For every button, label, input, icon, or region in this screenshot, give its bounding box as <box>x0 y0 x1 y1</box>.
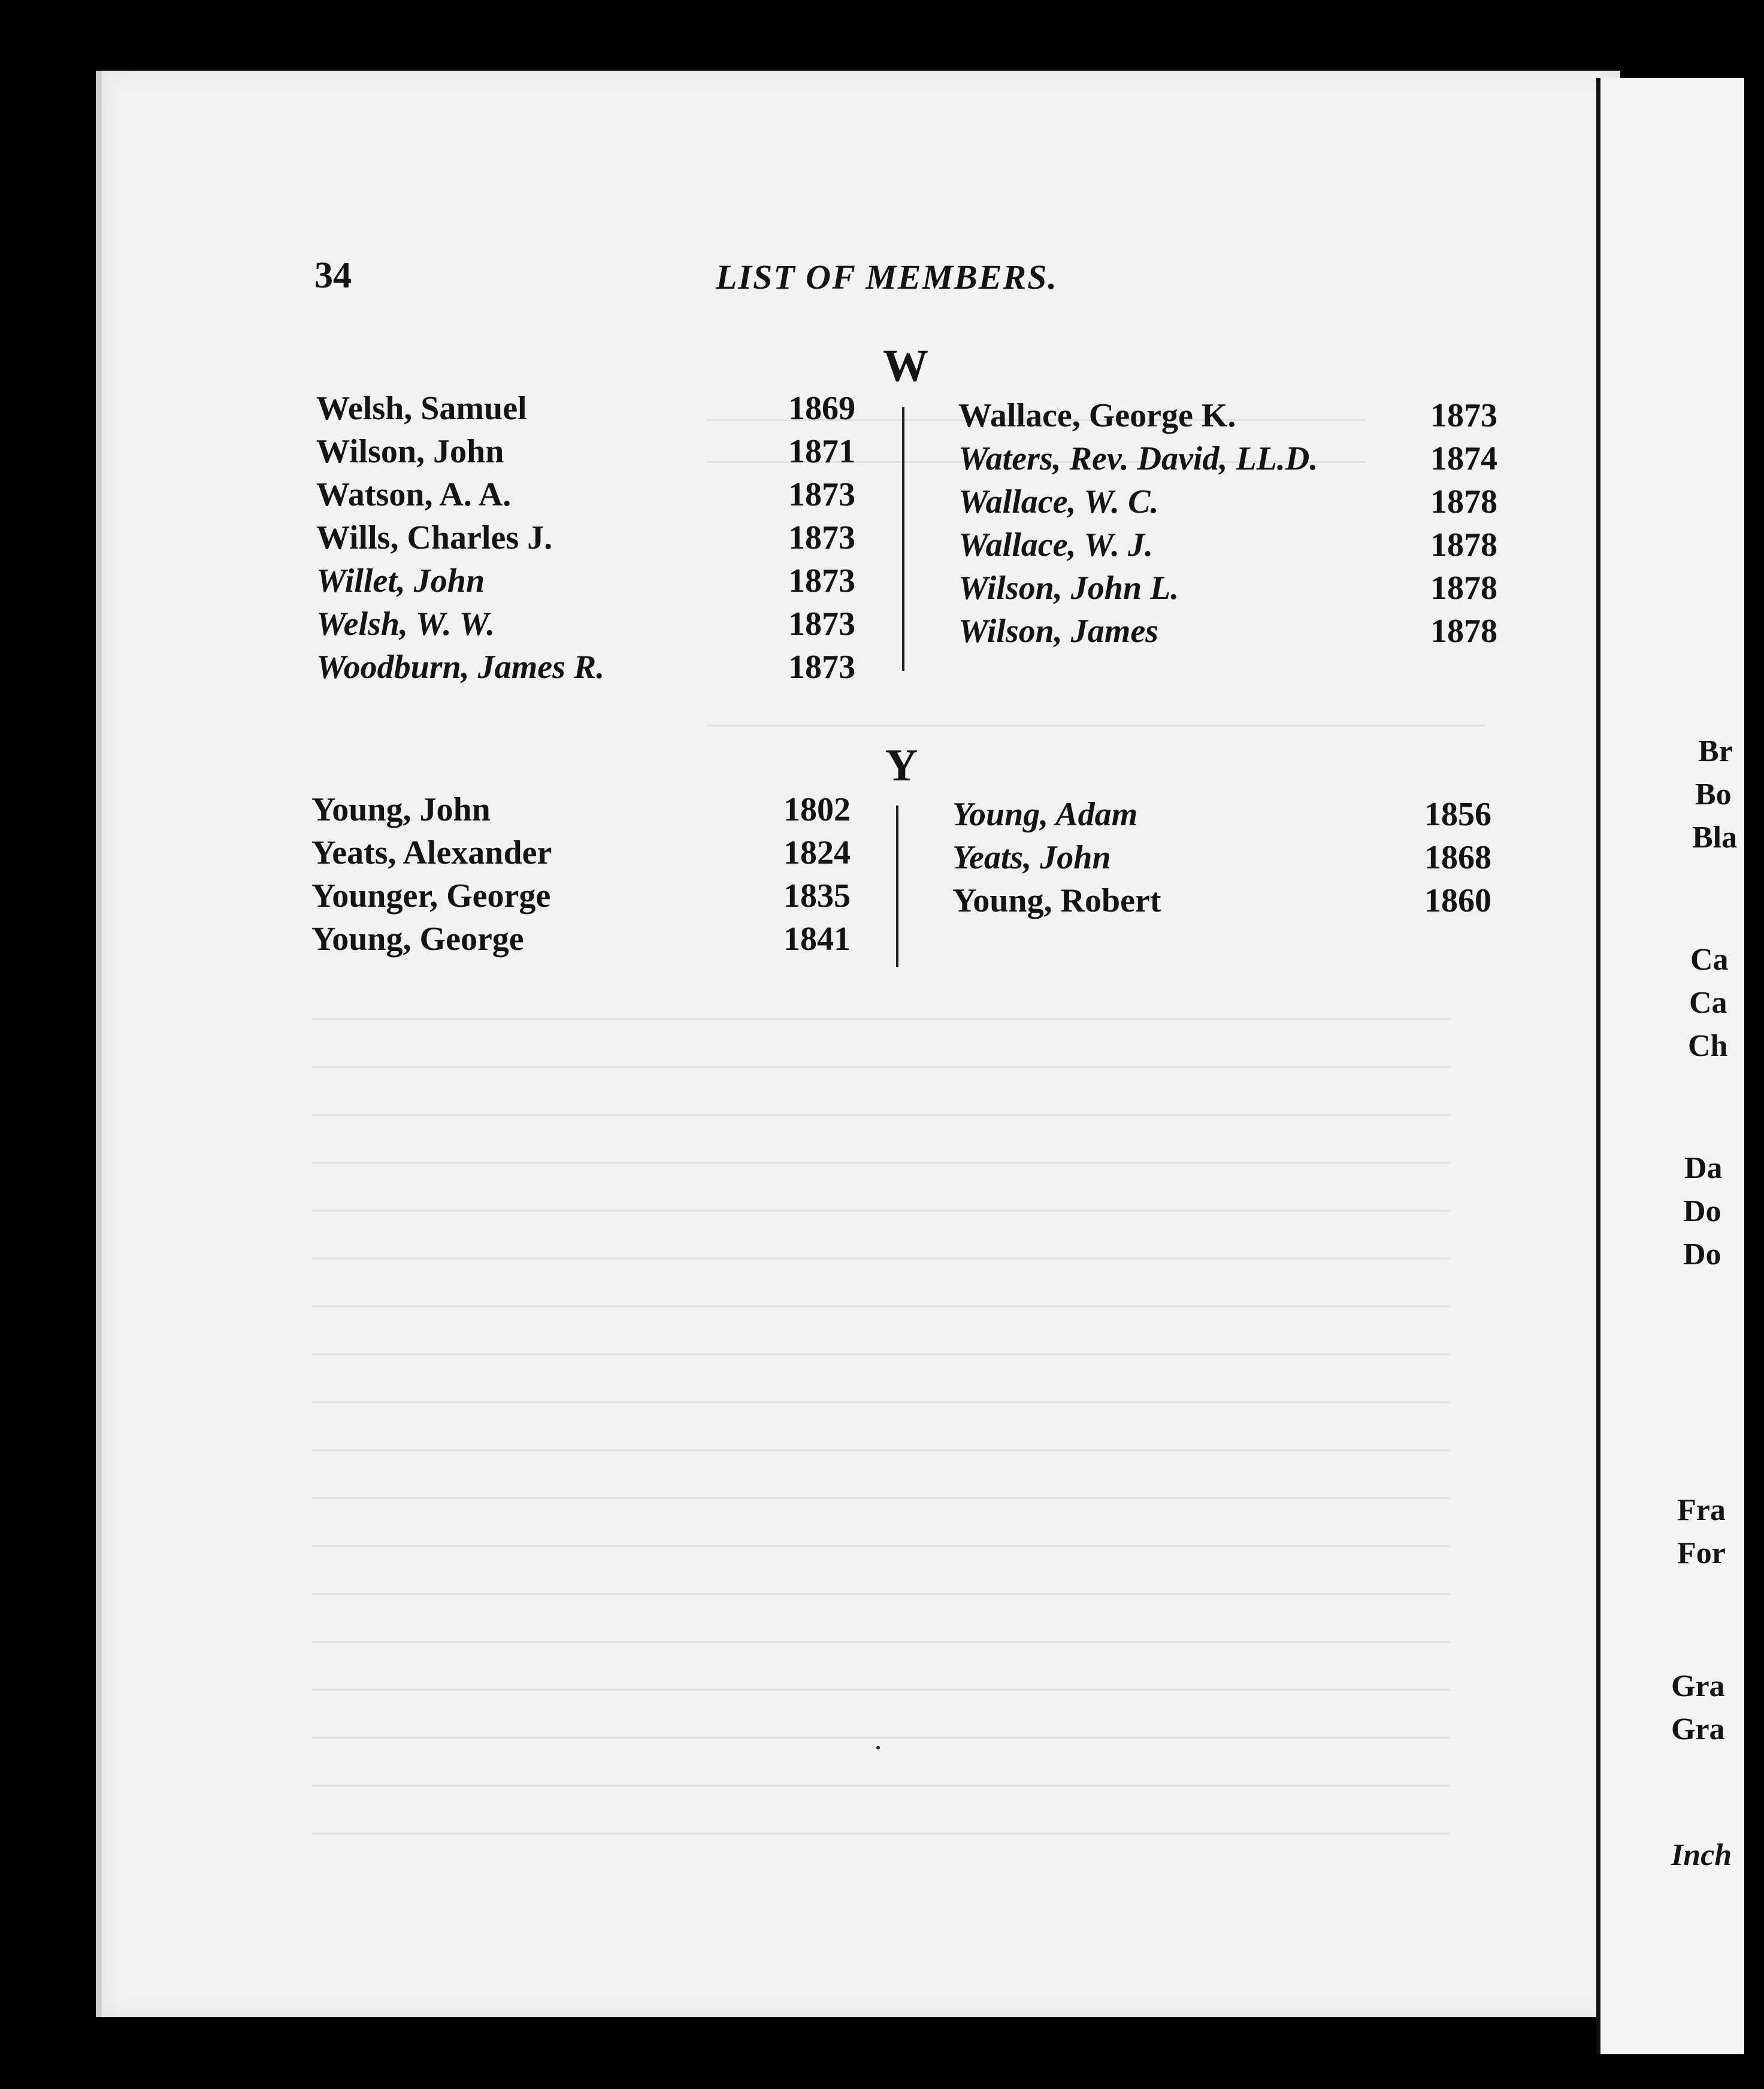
member-name: Wallace, George K. <box>958 397 1236 434</box>
member-year: 1878 <box>1430 483 1497 520</box>
section-y-right-column <box>952 795 1491 925</box>
member-row <box>311 834 851 877</box>
running-title: LIST OF MEMBERS. <box>716 258 1058 296</box>
member-row <box>958 396 1497 440</box>
member-name: Willet, John <box>316 562 485 600</box>
section-y-left-column <box>311 791 851 963</box>
book-page-left <box>96 71 1620 2017</box>
member-year: 1873 <box>788 649 855 686</box>
member-year: 1873 <box>788 476 855 513</box>
member-year: 1824 <box>783 834 851 871</box>
member-row <box>958 483 1497 526</box>
member-row <box>316 605 855 648</box>
member-year: 1873 <box>788 605 855 643</box>
page-header <box>314 255 1093 308</box>
member-name: Wilson, James <box>958 613 1158 650</box>
member-row <box>958 569 1497 612</box>
member-year: 1878 <box>1430 613 1497 650</box>
facing-page-word: Do <box>1683 1237 1721 1271</box>
member-year: 1856 <box>1424 796 1491 833</box>
member-name: Welsh, W. W. <box>316 605 495 643</box>
member-row <box>316 389 855 432</box>
member-row <box>952 795 1491 838</box>
member-row <box>316 562 855 605</box>
member-row <box>316 519 855 562</box>
page-number: 34 <box>314 255 352 296</box>
member-row <box>952 838 1491 882</box>
member-row <box>958 440 1497 483</box>
member-row <box>311 791 851 834</box>
member-name: Young, John <box>311 791 491 828</box>
member-name: Wilson, John L. <box>958 570 1179 607</box>
facing-page-word: Fra <box>1677 1493 1726 1527</box>
facing-page-word: For <box>1677 1536 1726 1570</box>
member-year: 1878 <box>1430 526 1497 564</box>
member-year: 1802 <box>783 791 851 828</box>
member-name: Wallace, W. C. <box>958 483 1159 520</box>
member-year: 1873 <box>1430 397 1497 434</box>
member-row <box>311 877 851 920</box>
facing-page-word: Gra <box>1671 1712 1725 1746</box>
facing-page-word: Ch <box>1688 1029 1728 1063</box>
member-row <box>316 432 855 476</box>
member-name: Wallace, W. J. <box>958 526 1154 564</box>
section-w-left-column <box>316 389 855 691</box>
column-divider <box>902 407 904 671</box>
member-year: 1860 <box>1424 882 1491 919</box>
member-year: 1878 <box>1430 570 1497 607</box>
member-name: Waters, Rev. David, LL.D. <box>958 440 1318 477</box>
member-name: Wilson, John <box>316 433 504 470</box>
member-year: 1873 <box>788 519 855 556</box>
facing-page-word: Ca <box>1689 986 1727 1020</box>
member-name: Woodburn, James R. <box>316 649 605 686</box>
member-name: Yeats, John <box>952 839 1111 876</box>
facing-page-word: Bo <box>1695 777 1732 812</box>
member-name: Younger, George <box>311 877 551 915</box>
member-year: 1868 <box>1424 839 1491 876</box>
column-divider <box>896 806 898 967</box>
member-year: 1841 <box>783 921 851 958</box>
member-name: Welsh, Samuel <box>316 390 527 427</box>
facing-page-word: Br <box>1698 734 1733 768</box>
section-w-right-column <box>958 396 1497 655</box>
member-row <box>316 476 855 519</box>
member-year: 1869 <box>788 390 855 427</box>
section-letter-w: W <box>883 341 928 391</box>
member-name: Young, Robert <box>952 882 1161 919</box>
facing-page-word: Da <box>1684 1151 1723 1185</box>
member-name: Wills, Charles J. <box>316 519 553 556</box>
book-page-right <box>1596 78 1744 2054</box>
member-row <box>958 612 1497 655</box>
facing-page-word: Ca <box>1690 943 1729 977</box>
member-year: 1874 <box>1430 440 1497 477</box>
facing-page-word: Do <box>1683 1194 1721 1228</box>
member-year: 1873 <box>788 562 855 600</box>
member-name: Yeats, Alexander <box>311 834 552 871</box>
member-year: 1835 <box>783 877 851 915</box>
member-row <box>952 882 1491 925</box>
member-year: 1871 <box>788 433 855 470</box>
facing-page-word: Bla <box>1692 821 1738 855</box>
facing-page-word: Gra <box>1671 1669 1725 1703</box>
facing-page-word: Inch <box>1671 1838 1732 1872</box>
member-name: Young, George <box>311 921 524 958</box>
member-row <box>958 526 1497 569</box>
section-letter-y: Y <box>885 740 918 791</box>
member-row <box>316 648 855 691</box>
ink-speck <box>876 1746 880 1749</box>
member-name: Young, Adam <box>952 796 1138 833</box>
member-name: Watson, A. A. <box>316 476 512 513</box>
member-row <box>311 920 851 963</box>
